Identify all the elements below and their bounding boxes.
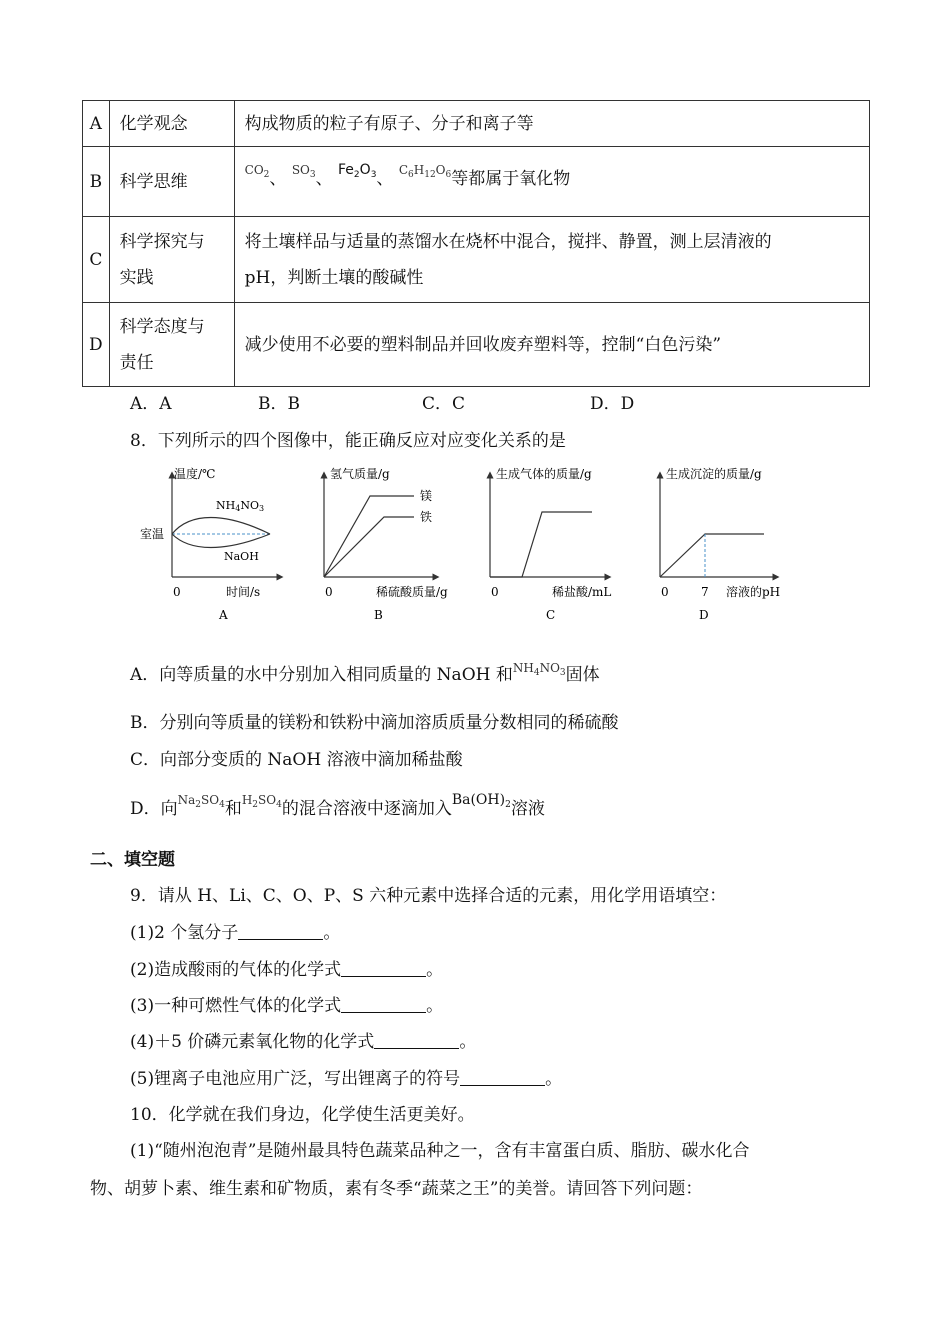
graph-b-label-fe: 铁 bbox=[420, 510, 433, 524]
graph-b-line-fe bbox=[324, 517, 414, 577]
graph-a-lower-label: NaOH bbox=[224, 550, 259, 563]
choice-b: B．B bbox=[258, 394, 300, 414]
answer-blank[interactable] bbox=[238, 923, 323, 940]
q8-option-b: B．分别向等质量的镁粉和铁粉中滴加溶质质量分数相同的稀硫酸 bbox=[130, 713, 619, 733]
q9-stem: 9．请从 H、Li、C、O、P、S 六种元素中选择合适的元素，用化学用语填空： bbox=[130, 886, 727, 906]
graph-a bbox=[140, 466, 280, 622]
graph-b bbox=[324, 466, 448, 622]
graph-d-caption: D bbox=[699, 608, 709, 622]
table-row bbox=[83, 101, 870, 147]
formula-nh4no3: NH4NO3 bbox=[512, 661, 566, 678]
graph-c-xlabel: 稀盐酸/mL bbox=[552, 585, 612, 599]
row-letter: A bbox=[83, 101, 110, 147]
table-row bbox=[83, 303, 870, 387]
q8-option-d: D．向$^{Na_2SO_4}$和$^{H_2SO_4}$的混合溶液中逐滴加入$^{Ba(OH)_2}$溶液 bbox=[130, 792, 545, 819]
graph-a-ylabel: 温度/℃ bbox=[174, 467, 216, 481]
row-category: 化学观念 bbox=[109, 101, 234, 147]
graph-b-xlabel: 稀硫酸质量/g bbox=[376, 585, 448, 599]
graph-a-upper-curve bbox=[172, 518, 270, 535]
q9-item-5: (5)锂离子电池应用广泛，写出锂离子的符号 。 bbox=[130, 1069, 563, 1089]
graph-c bbox=[490, 466, 611, 622]
row-letter: B bbox=[83, 147, 110, 217]
graph-a-upper-label: NH4NO3 bbox=[216, 499, 265, 513]
q10-stem: 10．化学就在我们身边，化学使生活更美好。 bbox=[130, 1105, 475, 1125]
row-content: $^{CO_2}$、 $^{SO_3}$、 $^{Fe_2O_3}$、 $^{C_6H_{12}O_6}$等都属于氧化物 bbox=[234, 147, 869, 217]
table-row bbox=[83, 217, 870, 303]
choice-d: D．D bbox=[590, 394, 635, 414]
graph-d-tick: 7 bbox=[701, 585, 709, 599]
graph-a-origin: 0 bbox=[173, 585, 181, 599]
q9-item-3: (3)一种可燃性气体的化学式 。 bbox=[130, 996, 444, 1016]
row-category: 科学思维 bbox=[109, 147, 234, 217]
graph-d-xlabel: 溶液的pH bbox=[726, 585, 781, 599]
graph-b-caption: B bbox=[374, 608, 383, 622]
graph-b-label-mg: 镁 bbox=[420, 489, 433, 503]
section-heading: 二、填空题 bbox=[90, 850, 175, 870]
row-letter: D bbox=[83, 303, 110, 387]
graph-a-lower-curve bbox=[172, 534, 270, 548]
answer-blank[interactable] bbox=[341, 996, 426, 1013]
formula-h2so4: H2SO4 bbox=[241, 793, 282, 810]
q8-option-c: C．向部分变质的 NaOH 溶液中滴加稀盐酸 bbox=[130, 750, 463, 770]
graph-c-line bbox=[490, 512, 592, 577]
row-category: 科学态度与 责任 bbox=[109, 303, 234, 387]
graph-d-line bbox=[660, 534, 764, 577]
graph-a-room: 室温 bbox=[140, 527, 165, 541]
graph-d-origin: 0 bbox=[661, 585, 669, 599]
options-table bbox=[82, 100, 870, 387]
graph-c-ylabel: 生成气体的质量/g bbox=[496, 467, 592, 481]
q9-item-2: (2)造成酸雨的气体的化学式 。 bbox=[130, 960, 444, 980]
choice-c: C．C bbox=[422, 394, 466, 414]
formula-baoh2: Ba(OH)2 bbox=[451, 792, 511, 810]
q10-paragraph-line1: (1)“随州泡泡青”是随州最具特色蔬菜品种之一，含有丰富蛋白质、脂肪、碳水化合 bbox=[130, 1141, 750, 1161]
answer-blank[interactable] bbox=[460, 1069, 545, 1086]
q8-option-a: A．向等质量的水中分别加入相同质量的 NaOH 和$^{NH_4NO_3}$固体 bbox=[130, 661, 600, 685]
row-content: 将土壤样品与适量的蒸馏水在烧杯中混合，搅拌、静置，测上层清液的 pH，判断土壤的酸碱性 bbox=[234, 217, 869, 303]
formula-co2: CO2 bbox=[244, 162, 270, 180]
table-row bbox=[83, 147, 870, 217]
graph-a-xlabel: 时间/s bbox=[226, 585, 261, 599]
q9-item-1: (1)2 个氢分子 。 bbox=[130, 923, 341, 943]
choice-a: A．A bbox=[130, 394, 172, 414]
answer-blank[interactable] bbox=[341, 960, 426, 977]
q9-item-4: (4)＋5 价磷元素氧化物的化学式 。 bbox=[130, 1032, 477, 1052]
q8-stem: 8．下列所示的四个图像中，能正确反应对应变化关系的是 bbox=[130, 431, 566, 451]
row-content: 构成物质的粒子有原子、分子和离子等 bbox=[234, 101, 869, 147]
graph-b-ylabel: 氢气质量/g bbox=[330, 467, 390, 481]
formula-c6h12o6: C6H12O6 bbox=[398, 162, 452, 180]
formula-na2so4: Na2SO4 bbox=[177, 793, 225, 810]
row-content: 减少使用不必要的塑料制品并回收废弃塑料等，控制“白色污染” bbox=[234, 303, 869, 387]
formula-fe2o3: Fe2O3 bbox=[338, 161, 377, 180]
answer-blank[interactable] bbox=[374, 1032, 459, 1049]
graph-d bbox=[660, 466, 780, 622]
q8-graphs bbox=[130, 460, 810, 630]
graph-c-origin: 0 bbox=[491, 585, 499, 599]
graph-b-line-mg bbox=[324, 496, 414, 577]
graph-c-caption: C bbox=[546, 608, 556, 622]
row-category: 科学探究与 实践 bbox=[109, 217, 234, 303]
formula-so3: SO3 bbox=[291, 162, 316, 180]
graph-d-ylabel: 生成沉淀的质量/g bbox=[666, 467, 762, 481]
graph-b-origin: 0 bbox=[325, 585, 333, 599]
row-letter: C bbox=[83, 217, 110, 303]
graph-a-caption: A bbox=[219, 608, 228, 622]
q10-paragraph-line2: 物、胡萝卜素、维生素和矿物质，素有冬季“蔬菜之王”的美誉。请回答下列问题： bbox=[90, 1179, 703, 1199]
